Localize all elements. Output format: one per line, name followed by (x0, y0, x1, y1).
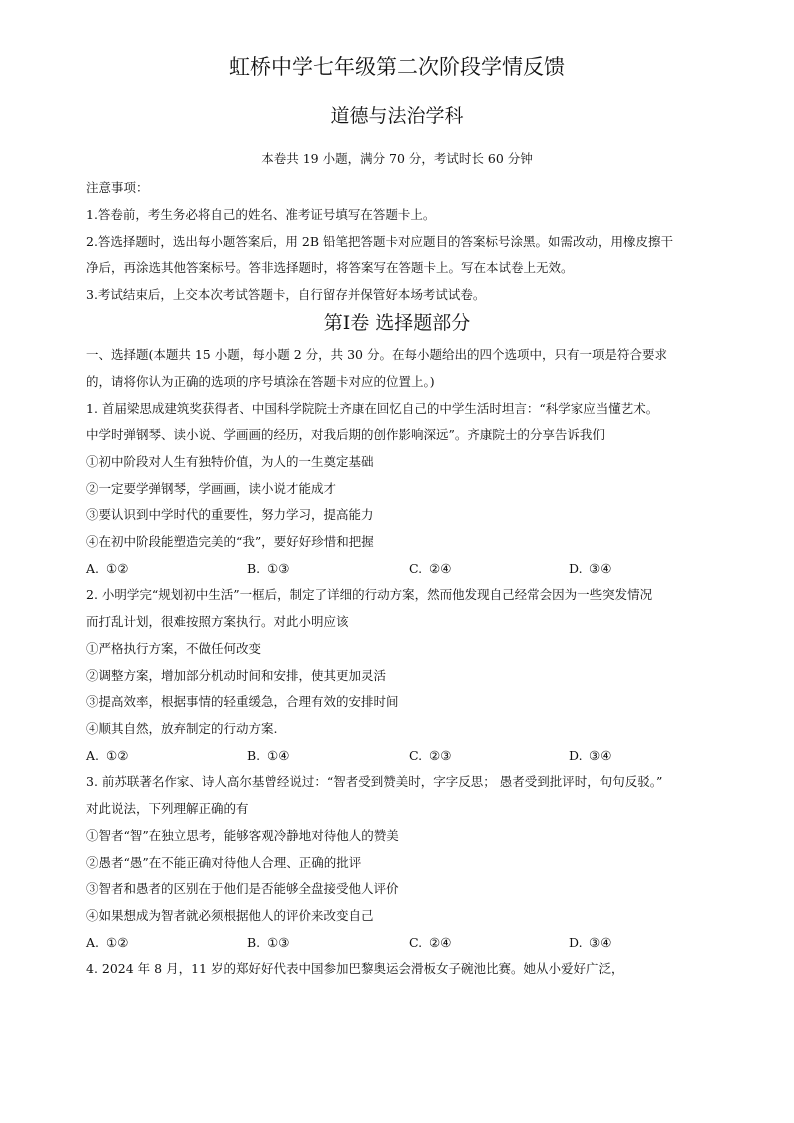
question-3-statement: ④如果想成为智者就必须根据他人的评价来改变自己 (86, 908, 374, 923)
question-1-stem: 1. 首届梁思成建筑奖获得者、中国科学院院士齐康在回忆自己的中学生活时坦言：“科学家应当懂艺术。 (86, 401, 659, 416)
option-text: ①③ (267, 561, 290, 576)
question-3-statement: ①智者“智”在独立思考，能够客观冷静地对待他人的赞美 (86, 828, 399, 843)
exam-info: 本卷共 19 小题，满分 70 分，考试时长 60 分钟 (261, 151, 533, 166)
option-text: ③④ (589, 748, 612, 763)
option-b (247, 560, 289, 578)
question-2-statement: ①严格执行方案，不做任何改变 (86, 641, 262, 656)
option-text: ①④ (267, 748, 290, 763)
option-letter: B. (247, 748, 261, 763)
question-3-stem: 对此说法，下列理解正确的有 (86, 801, 249, 816)
note-item: 净后，再涂选其他答案标号。答非选择题时，将答案写在答题卡上。写在本试卷上无效。 (86, 260, 574, 275)
question-4-stem: 4. 2024 年 8 月，11 岁的郑好好代表中国参加巴黎奥运会滑板女子碗池比赛。她从小爱好广泛， (86, 961, 624, 976)
option-c (409, 560, 451, 578)
question-1-statement: ④在初中阶段能塑造完美的“我”，要好好珍惜和把握 (86, 534, 374, 549)
note-item: 1.答卷前，考生务必将自己的姓名、准考证号填写在答题卡上。 (86, 207, 436, 222)
option-letter: B. (247, 935, 261, 950)
option-text: ①② (106, 935, 129, 950)
option-d (569, 934, 611, 952)
option-letter: D. (569, 935, 583, 950)
option-text: ③④ (589, 561, 612, 576)
question-1-statement: ②一定要学弹钢琴，学画画，读小说才能成才 (86, 481, 337, 496)
notes-heading: 注意事项： (86, 180, 149, 195)
option-text: ②③ (429, 748, 452, 763)
question-2-options (86, 747, 726, 765)
option-letter: C. (409, 561, 423, 576)
option-d (569, 747, 611, 765)
section-title: 第Ⅰ卷 选择题部分 (323, 312, 471, 334)
question-3-options (86, 934, 726, 952)
question-1-stem: 中学时弹钢琴、读小说、学画画的经历，对我后期的创作影响深远”。齐康院士的分享告诉我们 (86, 427, 605, 442)
option-d (569, 560, 611, 578)
option-c (409, 747, 451, 765)
section-intro: 的，请将你认为正确的选项的序号填涂在答题卡对应的位置上。) (86, 374, 435, 389)
option-text: ②④ (429, 935, 452, 950)
option-a (86, 747, 128, 765)
option-text: ①③ (267, 935, 290, 950)
option-text: ①② (106, 748, 129, 763)
option-text: ③④ (589, 935, 612, 950)
option-text: ②④ (429, 561, 452, 576)
option-letter: A. (86, 935, 100, 950)
note-item: 3.考试结束后，上交本次考试答题卡，自行留存并保管好本场考试试卷。 (86, 287, 486, 302)
option-text: ①② (106, 561, 129, 576)
option-a (86, 560, 128, 578)
option-letter: C. (409, 935, 423, 950)
option-letter: D. (569, 748, 583, 763)
option-b (247, 934, 289, 952)
option-a (86, 934, 128, 952)
question-1-statement: ①初中阶段对人生有独特价值，为人的一生奠定基础 (86, 454, 374, 469)
option-letter: C. (409, 748, 423, 763)
question-2-statement: ④顺其自然，放弃制定的行动方案. (86, 721, 278, 736)
question-3-stem: 3. 前苏联著名作家、诗人高尔基曾经说过：“智者受到赞美时，字字反思； 愚者受到批评时，句句反驳。” (86, 774, 663, 789)
question-2-statement: ②调整方案，增加部分机动时间和安排，使其更加灵活 (86, 668, 387, 683)
question-2-stem: 而打乱计划，很难按照方案执行。对此小明应该 (86, 614, 349, 629)
option-letter: D. (569, 561, 583, 576)
question-2-statement: ③提高效率，根据事情的轻重缓急，合理有效的安排时间 (86, 694, 399, 709)
option-b (247, 747, 289, 765)
option-c (409, 934, 451, 952)
question-2-stem: 2. 小明学完“规划初中生活”一框后，制定了详细的行动方案，然而他发现自己经常会因为一些突发情况 (86, 587, 653, 602)
option-letter: B. (247, 561, 261, 576)
question-3-statement: ③智者和愚者的区别在于他们是否能够全盘接受他人评价 (86, 881, 399, 896)
exam-title: 虹桥中学七年级第二次阶段学情反馈 (229, 55, 565, 79)
option-letter: A. (86, 748, 100, 763)
question-1-options (86, 560, 726, 578)
option-letter: A. (86, 561, 100, 576)
question-1-statement: ③要认识到中学时代的重要性，努力学习，提高能力 (86, 507, 374, 522)
exam-subject: 道德与法治学科 (330, 105, 464, 127)
section-intro: 一、选择题(本题共 15 小题，每小题 2 分，共 30 分。在每小题给出的四个选项中，只有一项是符合要求 (86, 347, 667, 362)
question-3-statement: ②愚者“愚”在不能正确对待他人合理、正确的批评 (86, 855, 362, 870)
note-item: 2.答选择题时，选出每小题答案后，用 2B 铅笔把答题卡对应题目的答案标号涂黑。如需改动，用橡皮擦干 (86, 234, 674, 249)
